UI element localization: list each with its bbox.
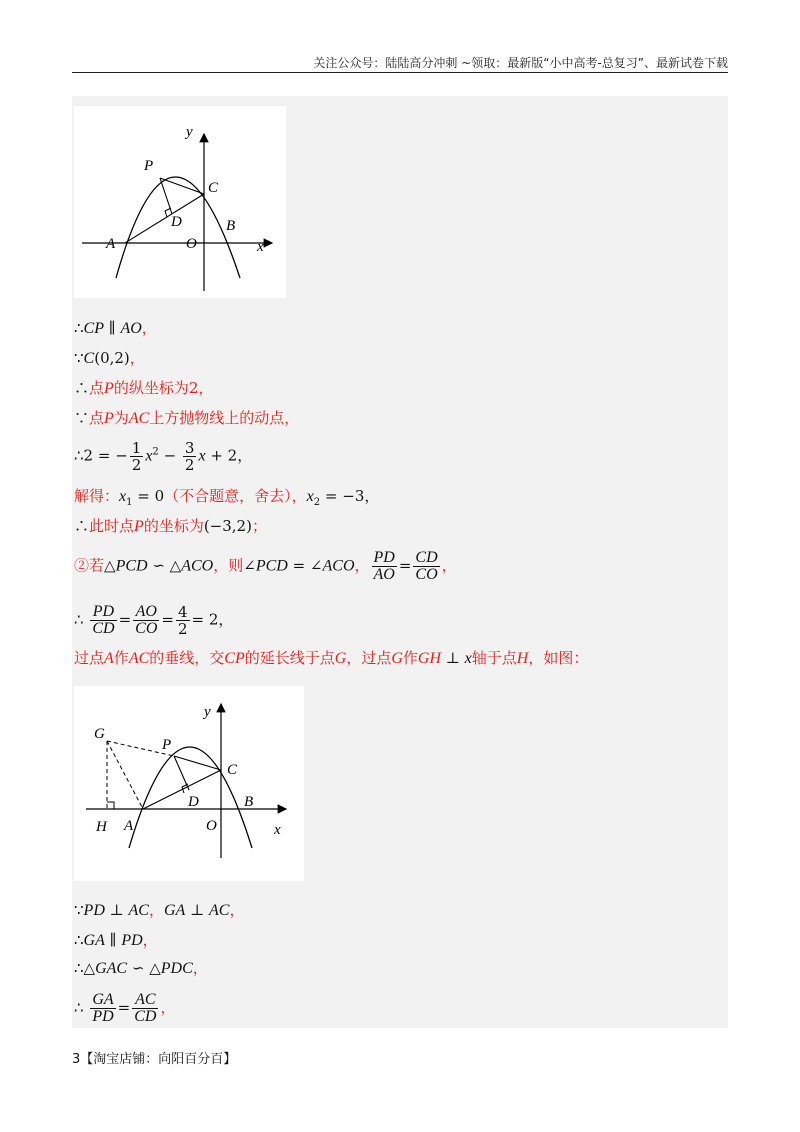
line-11: ∵PD ⊥ AC，GA ⊥ AC， <box>74 901 245 919</box>
label-d: D <box>188 794 199 810</box>
label-g: G <box>94 726 105 742</box>
page-footer <box>72 1048 236 1067</box>
line-5: ∴2 = − $\frac{1}{2}$ $x^2$ − $\frac{3}{2}$ x + 2， <box>74 439 253 474</box>
line-3: ∴点P的纵坐标为2， <box>74 379 214 397</box>
label-c: C <box>227 762 238 778</box>
label-c: C <box>208 180 219 196</box>
label-a: A <box>124 818 134 834</box>
right-angle-mark-h <box>107 802 114 809</box>
label-o: O <box>186 236 197 252</box>
label-b: B <box>244 794 254 810</box>
footer-store: 【淘宝店铺：向阳百分百】 <box>80 1052 237 1067</box>
line-12: ∴GA ∥ PD， <box>74 931 158 949</box>
line-2: ∵C(0,2)， <box>74 349 145 367</box>
line-6: 解得：$x_1 = 0$（不合题意，舍去），$x_2 = -3$， <box>74 487 380 508</box>
line-14: ∴ $\frac{GA}{PD}$ = $\frac{AC}{CD}$ ， <box>74 991 176 1025</box>
line-13: ∴△GAC ∽ △PDC， <box>74 959 208 977</box>
line-4: ∵点P为AC上方抛物线上的动点， <box>74 409 300 427</box>
segment-ac <box>143 770 221 809</box>
line-7: ∴此时点P的坐标为(−3,2)； <box>74 517 267 535</box>
segment-ga-dashed <box>107 741 143 809</box>
label-x: x <box>274 822 281 838</box>
line-9: ∴ $\frac{PD}{CD}$ = $\frac{AO}{CO}$ = $\frac{4}{2}$ = 2， <box>74 603 234 638</box>
segment-pc <box>160 178 204 194</box>
label-o: O <box>206 818 217 834</box>
label-x: x <box>257 239 264 255</box>
figure-2-svg <box>74 686 304 881</box>
page-header: 关注公众号：陆陆高分冲刺 ~领取：最新版“小中高考-总复习”、最新试卷下载 <box>313 56 728 70</box>
figure-1-svg <box>74 106 286 298</box>
page-number: 3 <box>72 1052 81 1067</box>
line-10: 过点A作AC的垂线，交CP的延长线于点G，过点G作GH ⊥ x轴于点H，如图： <box>74 649 589 667</box>
label-d: D <box>171 214 182 230</box>
label-h: H <box>96 819 107 835</box>
label-p: P <box>162 737 172 753</box>
label-y: y <box>186 124 193 140</box>
header-divider <box>72 72 728 73</box>
figure-parabola-2 <box>74 686 304 881</box>
line-1: ∴CP ∥ AO， <box>74 319 157 337</box>
label-b: B <box>226 218 236 234</box>
label-a: A <box>106 236 116 252</box>
label-y: y <box>204 704 211 720</box>
label-p: P <box>144 158 154 174</box>
figure-parabola-1 <box>74 106 286 298</box>
line-8: ②若△PCD ∽ △ACO，则∠PCD = ∠ACO， $\frac{PD}{AO}$ = $\frac{CD}{CO}$ ， <box>74 549 457 583</box>
